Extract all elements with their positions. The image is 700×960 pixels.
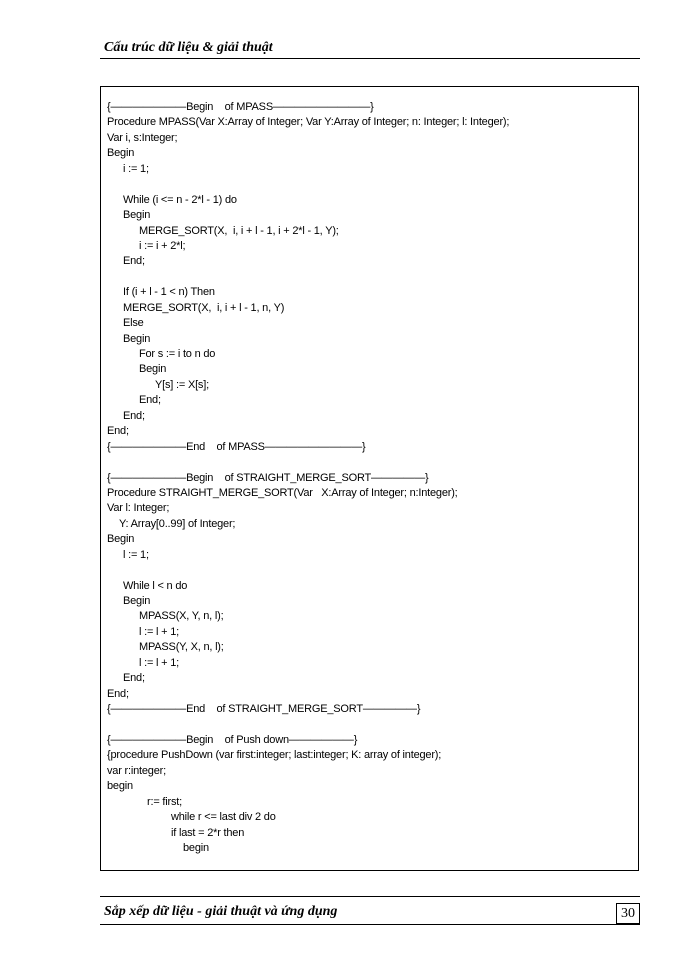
code-line	[101, 563, 638, 578]
code-line: While (i <= n - 2*l - 1) do	[123, 193, 237, 206]
code-line: l := l + 1;	[139, 656, 179, 669]
code-line: Procedure STRAIGHT_MERGE_SORT(Var X:Array of Integer; n:Integer);	[107, 486, 458, 499]
code-line: For s := i to n do	[139, 348, 216, 360]
code-line: Begin	[107, 147, 135, 160]
code-line: Var i, s:Integer;	[107, 131, 178, 144]
code-line: while r <= last div 2 do	[171, 811, 276, 824]
code-line: {procedure PushDown (var first:integer; last:integer; K: array of integer);	[107, 749, 442, 762]
code-line: {———————Begin of STRAIGHT_MERGE_SORT—————}	[107, 471, 429, 484]
code-line: Begin	[123, 209, 151, 222]
code-line: l := l + 1;	[139, 625, 179, 638]
code-line: If (i + l - 1 < n) Then	[123, 286, 215, 299]
code-line: End;	[123, 672, 145, 685]
code-line: MERGE_SORT(X, i, i + l - 1, i + 2*l - 1, Y);	[139, 224, 339, 237]
code-line: MPASS(Y, X, n, l);	[139, 641, 224, 654]
code-line: l := 1;	[123, 548, 149, 561]
code-line: {———————Begin of MPASS—————————}	[107, 101, 374, 113]
code-line: Y: Array[0..99] of Integer;	[119, 517, 236, 530]
code-line: {———————Begin of Push down——————}	[107, 733, 358, 746]
code-line	[101, 177, 638, 192]
code-line: End;	[123, 255, 145, 268]
code-line: {———————End of STRAIGHT_MERGE_SORT—————}	[107, 703, 421, 716]
code-line: if last = 2*r then	[171, 826, 245, 839]
code-line: Begin	[107, 533, 135, 546]
code-line: i := i + 2*l;	[139, 239, 186, 252]
code-line: MERGE_SORT(X, i, i + l - 1, n, Y)	[123, 301, 285, 314]
code-line: Else	[123, 317, 144, 330]
code-line: End;	[107, 425, 129, 438]
code-line: begin	[183, 842, 209, 854]
code-line: End;	[107, 687, 129, 700]
code-line: Y[s] := X[s];	[155, 378, 209, 391]
code-line: var r:integer;	[107, 764, 166, 777]
page-number: 30	[616, 903, 640, 924]
code-line	[101, 718, 638, 733]
code-line: Begin	[123, 332, 151, 345]
code-line: End;	[139, 394, 161, 407]
footer-rule-bottom	[100, 924, 640, 925]
code-line: Begin	[139, 363, 167, 376]
code-line: {———————End of MPASS—————————}	[107, 440, 366, 453]
code-line	[101, 455, 638, 470]
code-line: i := 1;	[123, 162, 149, 175]
code-line: r:= first;	[147, 795, 182, 808]
header-rule	[100, 58, 640, 59]
running-header: Cấu trúc dữ liệu & giải thuật	[104, 40, 273, 55]
code-line: begin	[107, 780, 133, 793]
code-line	[101, 270, 638, 285]
code-line: Begin	[123, 595, 151, 607]
code-line: While l < n do	[123, 579, 188, 592]
code-listing-box	[100, 86, 639, 871]
code-line: MPASS(X, Y, n, l);	[139, 610, 224, 623]
code-line: Var l: Integer;	[107, 502, 170, 515]
code-lines	[101, 100, 638, 856]
footer-rule	[100, 896, 640, 897]
running-footer: Sắp xếp dữ liệu - giải thuật và ứng dụng	[104, 904, 338, 919]
code-line: Procedure MPASS(Var X:Array of Integer; Var Y:Array of Integer; n: Integer; l: Integer);	[107, 116, 510, 129]
code-line: End;	[123, 409, 145, 422]
